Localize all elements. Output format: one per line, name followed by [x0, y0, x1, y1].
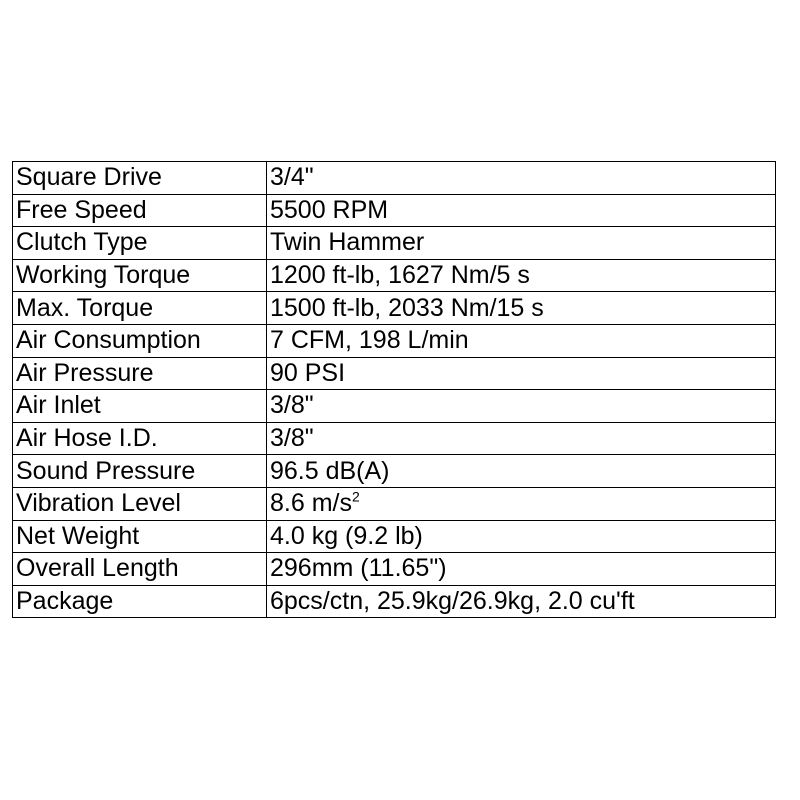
- row-value: 1500 ft-lb, 2033 Nm/15 s: [267, 292, 776, 325]
- row-value: 3/8": [267, 390, 776, 423]
- row-value: 3/4": [267, 162, 776, 195]
- row-value: 7 CFM, 198 L/min: [267, 324, 776, 357]
- row-value: Twin Hammer: [267, 227, 776, 260]
- table-row: [13, 259, 776, 292]
- row-value: 296mm (11.65"): [267, 553, 776, 586]
- row-label: Clutch Type: [13, 227, 267, 260]
- row-value: 3/8": [267, 422, 776, 455]
- table-row: [13, 357, 776, 390]
- table-row: [13, 194, 776, 227]
- row-label: Air Pressure: [13, 357, 267, 390]
- row-value: 96.5 dB(A): [267, 455, 776, 488]
- table-row: [13, 585, 776, 618]
- row-label: Free Speed: [13, 194, 267, 227]
- row-label: Max. Torque: [13, 292, 267, 325]
- row-label: Air Consumption: [13, 324, 267, 357]
- table-row: [13, 324, 776, 357]
- table-row: [13, 227, 776, 260]
- spec-table: [12, 161, 776, 618]
- row-label: Net Weight: [13, 520, 267, 553]
- row-value: 1200 ft-lb, 1627 Nm/5 s: [267, 259, 776, 292]
- table-row: [13, 553, 776, 586]
- table-row: [13, 390, 776, 423]
- row-label: Square Drive: [13, 162, 267, 195]
- row-value: 6pcs/ctn, 25.9kg/26.9kg, 2.0 cu'ft: [267, 585, 776, 618]
- row-value: [267, 487, 776, 520]
- table-row: [13, 520, 776, 553]
- table-row: [13, 292, 776, 325]
- row-label: Package: [13, 585, 267, 618]
- row-value: 5500 RPM: [267, 194, 776, 227]
- row-label: Air Hose I.D.: [13, 422, 267, 455]
- row-label: Working Torque: [13, 259, 267, 292]
- table-row: [13, 487, 776, 520]
- row-label: Overall Length: [13, 553, 267, 586]
- row-label: Sound Pressure: [13, 455, 267, 488]
- table-row: [13, 455, 776, 488]
- table-row: [13, 162, 776, 195]
- row-value: 4.0 kg (9.2 lb): [267, 520, 776, 553]
- row-label: Vibration Level: [13, 487, 267, 520]
- row-value-text: 8.6 m/s: [270, 489, 352, 518]
- row-value-superscript: 2: [351, 488, 360, 505]
- row-label: Air Inlet: [13, 390, 267, 423]
- row-value: 90 PSI: [267, 357, 776, 390]
- table-row: [13, 422, 776, 455]
